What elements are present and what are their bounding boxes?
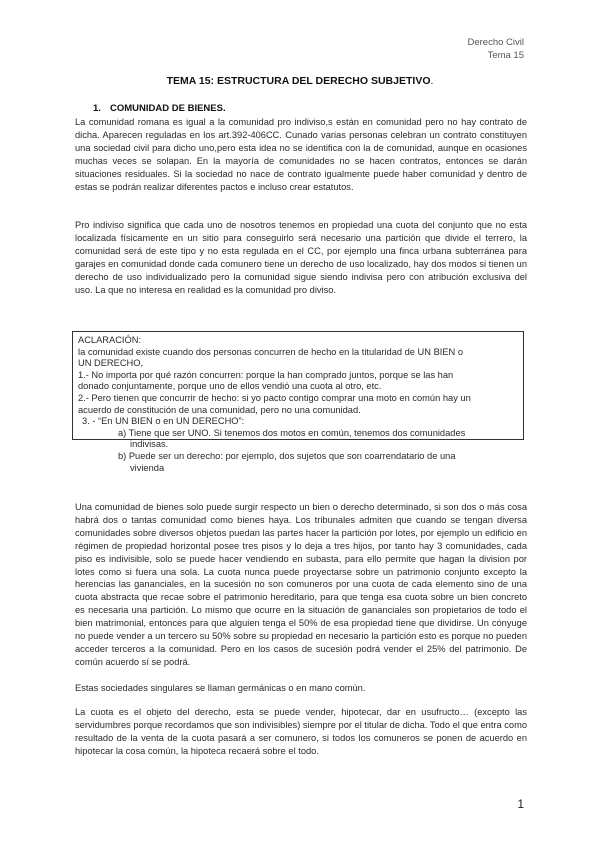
box-line: vivienda — [130, 462, 165, 473]
paragraph-3: Una comunidad de bienes solo puede surgir respecto un bien o derecho determinado, si son dos o más cosa habrá dos o tantas comunidad como bienes haya. Los tribunales admiten que cuando se tengan diversa comunidades sobre diversos objetos puedan las partes hacer la partición por lotes, por ejemplo un edificio en régimen de propiedad horizontal posee tres pisos y lo deja a tres hijos, por tanto hay 3 comunidades, cada piso es indivisible, solo se puede hacer vendiendo en subasta, para ello permite que hagan la division por lotes como si fuera una sola. La cuota nunca puede proyectarse sobre un patrimonio conjunto excepto la herencias las gananciales, en la sucesión no son comuneros por una cuota de cada elemento sino de una cuota abstracta que recae sobre el patrimonio hereditario, para que tenga esa cuota sobre un bien concreto es necesaria una partición. Lo mismo que ocurre en la situación de gananciales son propietarios de todo el bien matrimonial, entonces para que alguien tenga el 50% de esa propiedad tiene que dividirse. Un cónyuge no puede vender a un tercero su 50% sobre su propiedad en necesario la partición esto es porque no pueden acceder terceros a la comunidad. Pero en los casos de sucesión podrá vender el 25% del patrimonio. De común acuerdo sí se podrá. — [75, 502, 527, 667]
title-text: TEMA 15: ESTRUCTURA DEL DERECHO SUBJETIVO — [166, 75, 431, 87]
box-line: indivisas. — [130, 439, 169, 450]
title-dot: . — [430, 75, 434, 87]
box-line: b) Puede ser un derecho: por ejemplo, dos sujetos que son coarrendatario de una — [118, 450, 456, 461]
paragraph-2: Pro indiviso significa que cada uno de nosotros tenemos en propiedad una cuota del conjunto que no esta localizada físicamente en un sitio para conseguirlo será necesario una partición que divide el terrero, la comunidad será de este tipo y no esta regulada en el CC, por ejemplo una finca urbana subterránea para garajes en comunidad donde cada comunero tiene un derecho de uso localizado, hay dos modos si tienen un derecho de uso individualizado pero la comunidad sigue siendo indivisa pero con atribución exclusiva del uso. La que no interesa en realidad es la comunidad pro diviso. — [75, 220, 527, 295]
header-course: Derecho Civil — [467, 37, 524, 48]
section-label: COMUNIDAD DE BIENES. — [110, 103, 226, 114]
running-header — [468, 36, 525, 62]
header-topic: Tema 15 — [487, 50, 524, 61]
section-number: 1. — [93, 103, 101, 114]
box-heading: ACLARACIÓN: — [78, 335, 142, 345]
box-line: UN DERECHO, — [78, 358, 144, 369]
box-line: 3. - “En UN BIEN o en UN DERECHO”: — [82, 416, 245, 427]
box-line: acuerdo de constitución de una comunidad, pero no una comunidad. — [78, 404, 361, 415]
box-line: donado conjuntamente, porque uno de ellos vendió una cuota al otro, etc. — [78, 381, 382, 392]
box-line: la comunidad existe cuando dos personas concurren de hecho en la titularidad de UN BIEN o — [78, 346, 464, 357]
page-title — [0, 75, 600, 87]
section-heading — [93, 103, 226, 114]
box-line: 1.- No importa por qué razón concurren: porque la han comprado juntos, porque se las han — [78, 369, 454, 380]
box-line: 2.- Pero tienen que concurrir de hecho: si yo pacto contigo comprar una moto en común hay un — [78, 392, 471, 403]
paragraph-4: La cuota es el objeto del derecho, esta se puede vender, hipotecar, dar en usufructo… (excepto las servidumbres porque recordamos que son indivisibles) siempre por el titular de dicha. Todo el que entra como resultado de la venta de la cuota pasará a ser comunero, si todos los comuneros se ponen de acuerdo en hipotecar la cosa común, la hipoteca recaerá sobre el todo. — [75, 707, 527, 756]
box-line: a) Tiene que ser UNO. Si tenemos dos motos en común, tenemos dos comunidades — [118, 427, 466, 438]
clarification-box — [72, 331, 524, 473]
paragraph-3b: Estas sociedades singulares se llaman germánicas o en mano común. — [75, 683, 366, 693]
paragraph-1: La comunidad romana es igual a la comunidad pro indiviso,s están en comunidad pero no hay contrato de dicha. Aparecen reguladas en los art.392-406CC. Cunado varias personas celebran un contrato constituyen una sociedad civil para dicho uno,pero esta idea no se identifica con la de comunidad, aunque en ocasiones muchas veces se solapan. En la mayoría de comunidades no se hacen contratos, entonces se darán situaciones residuales. Si la sociedad no nace de contrato igualmente puede haber comunidad y dentro de estas se podrán realizar diferentes pactos e incluso crear estatutos. — [75, 117, 527, 192]
page-number: 1 — [517, 797, 524, 811]
